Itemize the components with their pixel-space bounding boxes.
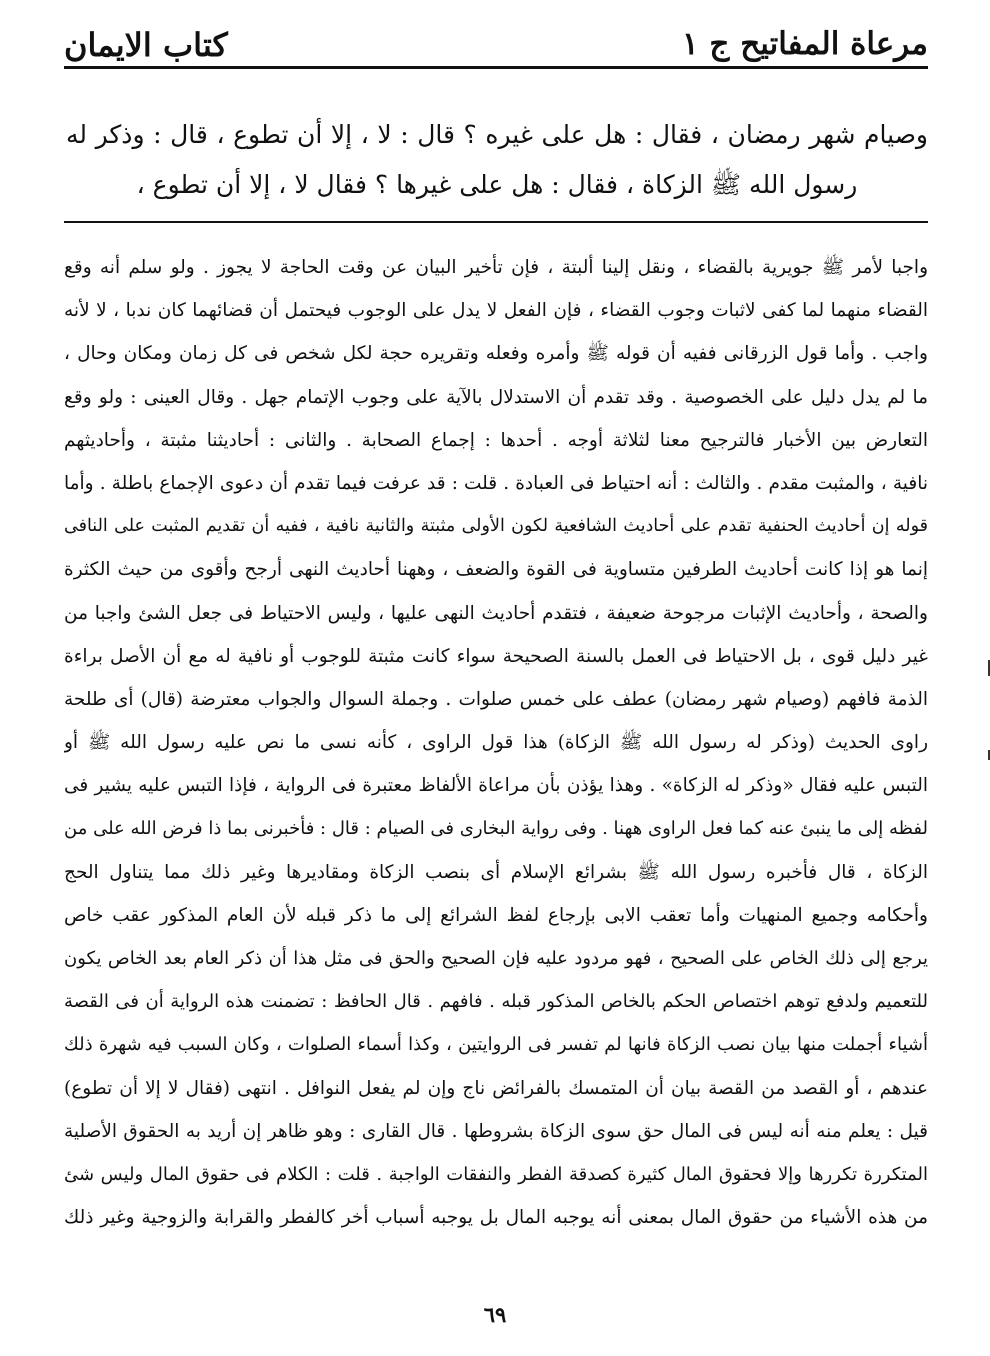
commentary-line: الذمة فافهم (وصيام شهر رمضان) عطف على خمس صلوات . وجملة السوال والجواب معترضة (قال) أى طلحة <box>64 688 928 710</box>
commentary-line: وأحكامه وجميع المنهيات وأما تعقب الابى بإرجاع لفظ الشرائع إلى ما ذكر قبله لأن العام المذكور عقب خاص <box>64 904 928 926</box>
commentary-line: الزكاة ، قال فأخبره رسول الله ﷺ بشرائع الإسلام أى بنصب الزكاة ومقاديرها وغير ذلك مما يتناول الحج <box>64 861 928 883</box>
commentary-line: نافية ، والمثبت مقدم . والثالث : أنه احتياط فى العبادة . قلت : قد عرفت فيما تقدم أن دعوى الإجماع باطلة . وأما <box>64 472 928 494</box>
hadith-line: رسول الله ﷺ الزكاة ، فقال : هل على غيرها ؟ فقال لا ، إلا أن تطوع ، <box>136 170 858 199</box>
commentary-line: عندهم ، أو القصد من القصة بيان أن المتمسك بالفرائض ناج وإن لم يفعل النوافل . انتهى (فقال لا إلا أن تطوع) <box>64 1077 928 1099</box>
page-number: ٦٩ <box>483 1302 507 1327</box>
commentary-line: القضاء منهما لما كفى لاثبات وجوب القضاء ، فإن الفعل لا يدل على الوجوب فيحتمل أن قضائهما كان ندبا ، لا لأنه <box>64 300 928 322</box>
commentary-line: والصحة ، وأحاديث الإثبات مرجوحة ضعيفة ، فتقدم أحاديث النهى عليها ، وليس الاحتياط فى جعل الشئ واجبا من <box>64 602 928 624</box>
book-volume-title: مرعاة المفاتيح ج ١ <box>681 26 928 62</box>
text-commentary-divider <box>64 221 928 223</box>
commentary-line: إنما هو إذا كانت أحاديث الطرفين متساوية فى القوة والضعف ، وههنا أحاديث النهى أرجح وأقوى من حيث الكثرة <box>64 559 928 581</box>
commentary-line: راوى الحديث (وذكر له رسول الله ﷺ الزكاة) هذا قول الراوى ، كأنه نسى ما نص عليه رسول الله ﷺ أو <box>64 732 928 754</box>
chapter-title: كتاب الايمان <box>64 26 228 64</box>
commentary-line: قوله إن أحاديث الحنفية تقدم على أحاديث الشافعية لكون الأولى مثبتة والثانية نافية ، ففيه أن تقديم المثبت على النافى <box>64 516 928 537</box>
commentary-line: التبس عليه فقال «وذكر له الزكاة» . وهذا يؤذن بأن مراعاة الألفاظ معتبرة فى الرواية ، فإذا التبس عليه يشير فى <box>64 775 928 797</box>
hadith-line: وصيام شهر رمضان ، فقال : هل على غيره ؟ قال : لا ، إلا أن تطوع ، قال : وذكر له <box>66 120 928 149</box>
commentary-line: واجب . وأما قول الزرقانى ففيه أن قوله ﷺ وأمره وفعله وتقريره حجة لكل شخص فى كل زمان ومكان وحال ، <box>64 343 928 365</box>
commentary-line: من هذه الأشياء من حقوق المال بمعنى أنه يوجبه المال بل يوجبه أسباب أخر كالفطر والقرابة والزوجية وغير ذلك <box>64 1207 928 1229</box>
commentary-line: أشياء أجملت منها بيان نصب الزكاة فانها لم تفسر فى الروايتين ، وكذا أسماء الصلوات ، وكان السبب فيه شهرة ذلك <box>64 1034 928 1056</box>
commentary-line: يرجع إلى ذلك الخاص على الصحيح ، فهو مردود عليه فإن الصحيح والحق فى مثل هذا أن ذكر العام بعد الخاص يكون <box>64 948 928 969</box>
hadith-text-block <box>66 110 928 210</box>
commentary-line: المتكررة تكررها وإلا فحقوق المال كثيرة كصدقة الفطر والنفقات الواجبة . قلت : الكلام فى حقوق المال وليس شئ <box>64 1163 928 1185</box>
header-rule <box>64 66 928 69</box>
commentary-line: للتعميم ولدفع توهم اختصاص الحكم بالخاص المذكور قبله . فافهم . قال الحافظ : تضمنت هذه الرواية أن فى القصة <box>64 991 928 1013</box>
commentary-line: واجبا لأمر ﷺ جويرية بالقضاء ، ونقل إلينا ألبتة ، فإن تأخير البيان عن وقت الحاجة لا يجوز . ولو سلم أنه وقع <box>64 257 928 278</box>
running-header <box>64 20 928 66</box>
commentary-block <box>64 246 928 1239</box>
commentary-line: ما لم يدل دليل على الخصوصية . وقد تقدم أن الاستدلال بالآية على وجوب الإتمام جهل . وقال العينى : ولو وقع <box>64 386 928 408</box>
commentary-line: غير دليل قوى ، بل الاحتياط فى العمل بالسنة الصحيحة سواء كانت مثبتة للوجوب أو نافية له مع أن الأصل براءة <box>64 645 928 667</box>
commentary-line: لفظه إلى ما ينبئ عنه كما فعل الراوى ههنا . وفى رواية البخارى فى الصيام : قال : فأخبرنى بما ذا فرض الله على من <box>64 818 928 840</box>
commentary-line: التعارض بين الأخبار فالترجيح معنا لثلاثة أوجه . أحدها : إجماع الصحابة . والثانى : أحاديثنا مثبتة ، وأحاديثهم <box>64 429 928 451</box>
commentary-line: قيل : يعلم منه أنه ليس فى المال حق سوى الزكاة بشروطها . قال القارى : وهو ظاهر إن أريد به الحقوق الأصلية <box>64 1120 928 1142</box>
